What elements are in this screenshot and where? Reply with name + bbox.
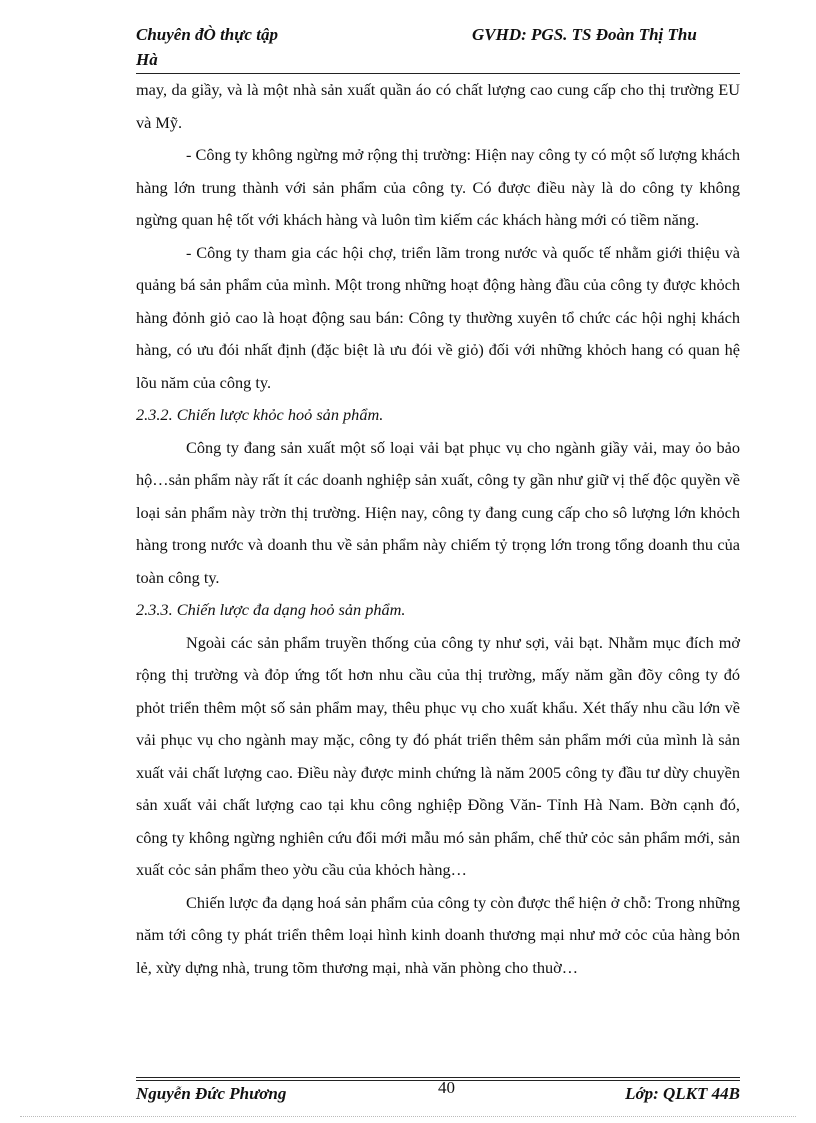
paragraph: Công ty đang sản xuất một số loại vải bạt phục vụ cho ngành giầy vải, may ỏo bảo hộ…sản phẩm này rất ít các doanh nghiệp sản xuất, công ty gần như giữ vị thế độc quyền về loại sản phẩm này trờn thị trường. Hiện nay, công ty đang cung cấp cho sô lượng lớn khỏch hàng trong nước và doanh thu về sản phẩm này chiếm tỷ trọng lớn trong tổng doanh thu của toàn công ty. xyxy=(136,437,740,587)
page-number: 40 xyxy=(438,1078,455,1097)
page-bottom-edge xyxy=(20,1116,796,1117)
page-footer xyxy=(136,1078,740,1109)
header-left-text: Chuyên đÒ thực tập Hà xyxy=(136,25,278,69)
section-heading: 2.3.3. Chiến lược đa dạng hoỏ sản phẩm. xyxy=(136,600,406,619)
paragraph: - Công ty không ngừng mở rộng thị trường: Hiện nay công ty có một số lượng khách hàng lớn trung thành với sản phẩm của công ty. Có được điều này là do công ty không ngừng quan hệ tốt với khách hàng và luôn tìm kiếm các khách hàng mới có tiềm năng. xyxy=(136,145,740,229)
header-right-text: GVHD: PGS. TS Đoàn Thị Thu xyxy=(472,25,697,44)
footer-author: Nguyễn Đức Phương xyxy=(136,1084,287,1103)
paragraph: may, da giầy, và là một nhà sản xuất quần áo có chất lượng cao cung cấp cho thị trường EU và Mỹ. xyxy=(136,80,740,132)
footer-class: Lớp: QLKT 44B xyxy=(625,1084,740,1103)
document-body xyxy=(136,74,740,984)
paragraph: - Công ty tham gia các hội chợ, triển lãm trong nước và quốc tế nhằm giới thiệu và quảng bá sản phẩm của mình. Một trong những hoạt động hàng đầu của công ty được khỏch hàng đỏnh giỏ cao là hoạt động sau bán: Công ty thường xuyên tổ chức các hội nghị khách hàng, có ưu đói nhất định (đặc biệt là ưu đói về giỏ) đối với những khỏch hang có quan hệ lõu năm của công ty. xyxy=(136,242,740,392)
paragraph: Ngoài các sản phẩm truyền thống của công ty như sợi, vải bạt. Nhằm mục đích mở rộng thị trường và đỏp ứng tốt hơn nhu cầu của thị trường, mấy năm gần đõy công ty đó phỏt triển thêm một số sản phẩm may, thêu phục vụ cho xuất khẩu. Xét thấy nhu cầu lớn về vải phục vụ cho ngành may mặc, công ty đó phát triển thêm sản phẩm mới của mình là sản xuất vải chất lượng cao. Điều này được minh chứng là năm 2005 công ty đầu tư dừy chuyền sản xuất vải chất lượng cao tại khu công nghiệp Đồng Văn- Tỉnh Hà Nam. Bờn cạnh đó, công ty không ngừng nghiên cứu đổi mới mẫu mó sản phẩm, chế thử cỏc sản phẩm mới, sản xuất cỏc sản phẩm theo yờu cầu của khỏch hàng… xyxy=(136,632,740,879)
paragraph: Chiến lược đa dạng hoá sản phẩm của công ty còn được thể hiện ở chỗ: Trong những năm tới công ty phát triển thêm loại hình kinh doanh thương mại như mở cỏc của hàng bỏn lẻ, xừy dựng nhà, trung tõm thương mại, nhà văn phòng cho thuờ… xyxy=(136,892,740,977)
section-heading: 2.3.2. Chiến lược khỏc hoỏ sản phẩm. xyxy=(136,405,384,424)
